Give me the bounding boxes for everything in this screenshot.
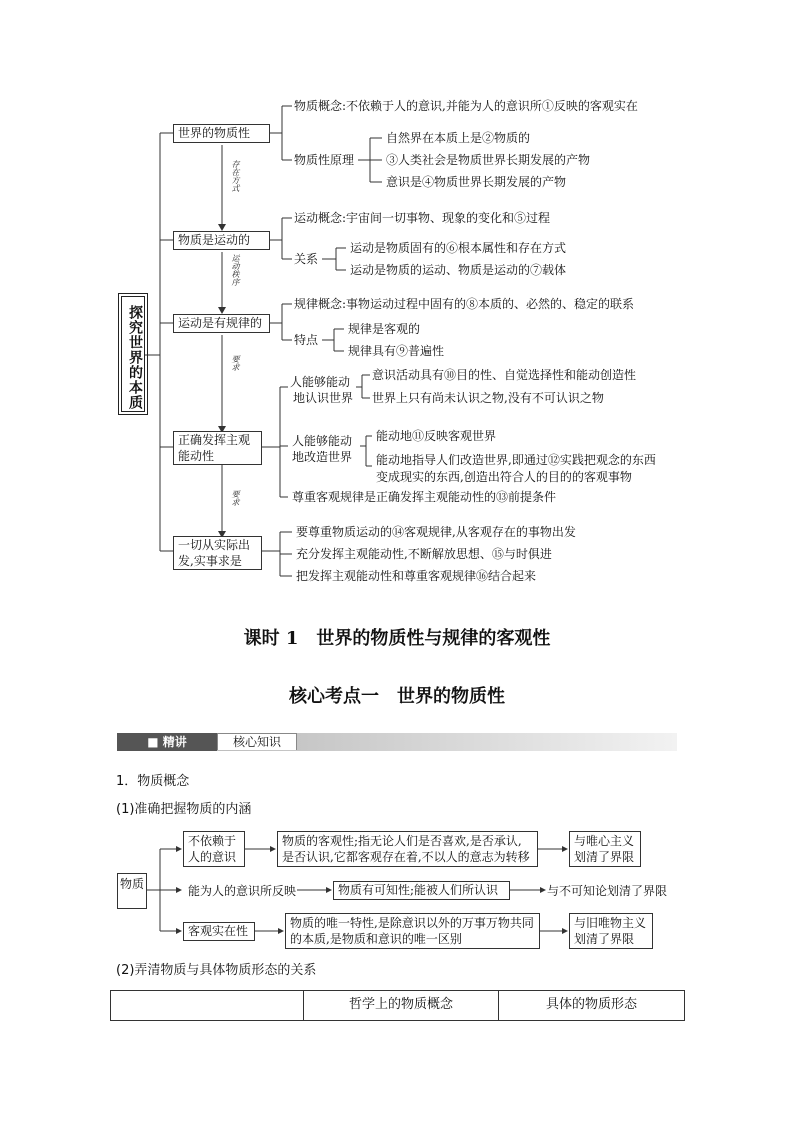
table-header-philosophical: 哲学上的物质概念 — [304, 991, 499, 1021]
attr-independent-result — [569, 831, 641, 867]
relation-2: 运动是物质的运动、物质是运动的⑦载体 — [350, 263, 567, 277]
node-subjective-initiative-line2: 能动性 — [178, 449, 215, 463]
feature-label: 特点 — [294, 333, 319, 347]
table-header-blank — [111, 991, 304, 1021]
subsection-2-title: (2)弄清物质与具体物质形态的关系 — [116, 963, 317, 978]
lesson-title: 课时 1 世界的物质性与规律的客观性 — [243, 628, 551, 649]
node-subjective-initiative-line1: 正确发挥主观 — [178, 433, 251, 447]
principle-3: 意识是④物质世界长期发展的产物 — [386, 175, 567, 189]
attr-independent-line1: 不依赖于 — [188, 834, 237, 848]
feature-1: 规律是客观的 — [348, 322, 421, 336]
mindmap-root: 探究世界的本质 — [121, 296, 145, 412]
know-1: 意识活动具有⑩目的性、自觉选择性和能动创造性 — [372, 368, 637, 382]
respect-law: 尊重客观规律是正确发挥主观能动性的⑬前提条件 — [292, 490, 557, 504]
attr-independent-line2: 人的意识 — [188, 850, 237, 864]
principle-1: 自然界在本质上是②物质的 — [386, 131, 531, 145]
table-row — [111, 991, 685, 1021]
change-world-line2: 地改造世界 — [292, 450, 353, 464]
know-world-line2: 地认识世界 — [293, 391, 354, 405]
table-header-concrete: 具体的物质形态 — [499, 991, 685, 1021]
core-point-title: 核心考点一 世界的物质性 — [289, 686, 505, 707]
link-label-require-2: 要求 — [231, 490, 240, 506]
node-matter-motion: 物质是运动的 — [173, 231, 270, 250]
node-seek-truth-line2: 发,实事求是 — [178, 554, 242, 568]
relation-1: 运动是物质固有的⑥根本属性和存在方式 — [350, 241, 567, 255]
change-world-line1: 人能够能动 — [292, 434, 353, 448]
node-seek-truth-line1: 一切从实际出 — [178, 538, 251, 552]
section-tag: ■ 精讲 — [147, 735, 187, 749]
seek-truth-1: 要尊重物质运动的⑭客观规律,从客观存在的事物出发 — [296, 525, 576, 539]
motion-concept: 运动概念:宇宙间一切事物、现象的变化和⑤过程 — [294, 211, 551, 225]
attr-independent-desc — [277, 831, 538, 867]
section-label: 核心知识 — [217, 733, 297, 750]
know-2: 世界上只有尚未认识之物,没有不可认识之物 — [372, 391, 604, 405]
attr-independent-result-line2: 划清了界限 — [574, 850, 635, 864]
seek-truth-2: 充分发挥主观能动性,不断解放思想、⑮与时俱进 — [296, 547, 552, 561]
link-label-order: 运动秩序 — [231, 254, 240, 286]
attr-objective-reality-result — [569, 913, 653, 949]
attr-objective-reality-desc-line2: 的本质,是物质和意识的唯一区别 — [290, 932, 462, 946]
seek-truth-3: 把发挥主观能动性和尊重客观规律⑯结合起来 — [296, 569, 537, 583]
diagram-root-matter: 物质 — [117, 873, 147, 909]
attr-independent-desc-line1: 物质的客观性;指无论人们是否喜欢,是否承认, — [282, 834, 522, 848]
link-label-existence: 存在方式 — [231, 160, 240, 192]
attr-objective-reality-desc — [285, 913, 540, 949]
attr-independent-result-line1: 与唯心主义 — [574, 834, 635, 848]
attr-knowable-result: 与不可知论划清了界限 — [547, 884, 668, 898]
subsection-1-title: (1)准确把握物质的内涵 — [116, 802, 252, 817]
attr-knowable-desc: 物质有可知性;能被人们所认识 — [333, 881, 510, 900]
materiality-principle-label: 物质性原理 — [294, 153, 355, 167]
link-label-require-1: 要求 — [231, 355, 240, 371]
attr-independent — [183, 831, 245, 867]
attr-objective-reality: 客观实在性 — [183, 922, 255, 941]
relation-label: 关系 — [294, 252, 319, 266]
attr-knowable: 能为人的意识所反映 — [188, 884, 297, 898]
node-world-materiality: 世界的物质性 — [173, 124, 270, 143]
attr-objective-reality-result-line1: 与旧唯物主义 — [574, 916, 647, 930]
section-1-title: 1．物质概念 — [116, 774, 190, 789]
attr-independent-desc-line2: 是否认识,它都客观存在着,不以人的意志为转移 — [282, 850, 530, 864]
change-2-line1: 能动地指导人们改造世界,即通过⑫实践把观念的东西 — [376, 453, 656, 467]
comparison-table — [110, 990, 685, 1021]
change-1: 能动地⑪反映客观世界 — [376, 429, 497, 443]
matter-concept: 物质概念:不依赖于人的意识,并能为人的意识所①反映的客观实在 — [294, 99, 638, 113]
feature-2: 规律具有⑨普遍性 — [348, 344, 445, 358]
attr-objective-reality-result-line2: 划清了界限 — [574, 932, 635, 946]
attr-objective-reality-desc-line1: 物质的唯一特性,是除意识以外的万事万物共同 — [290, 916, 534, 930]
principle-2: ③人类社会是物质世界长期发展的产物 — [386, 153, 591, 167]
change-2-line2: 变成现实的东西,创造出符合人的目的的客观事物 — [376, 470, 632, 484]
know-world-line1: 人能够能动 — [290, 375, 351, 389]
node-motion-law: 运动是有规律的 — [173, 314, 270, 333]
law-concept: 规律概念:事物运动过程中固有的⑧本质的、必然的、稳定的联系 — [294, 297, 635, 311]
